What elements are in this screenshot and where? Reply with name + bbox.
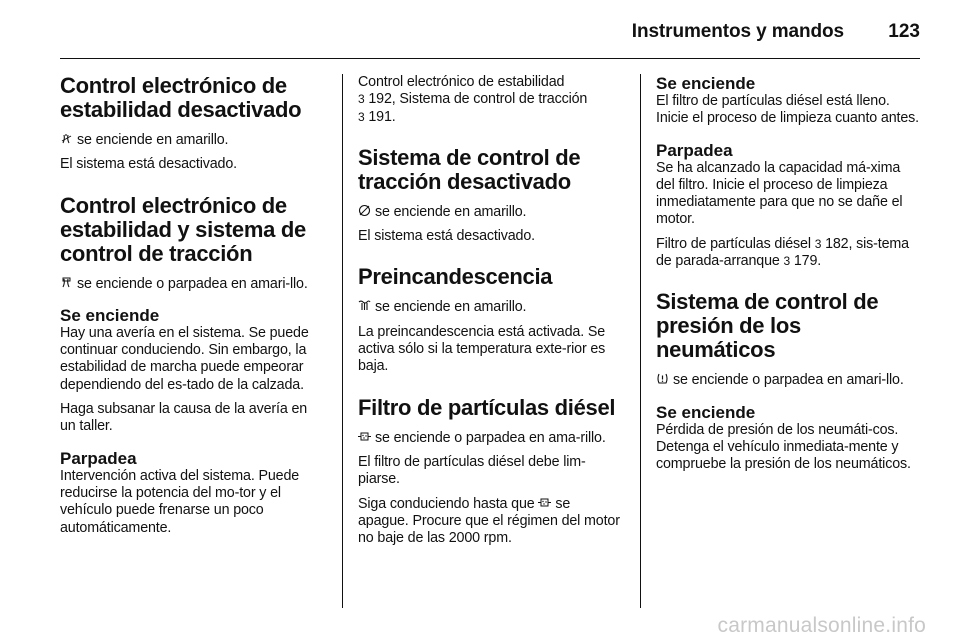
esc-on-action: Haga subsanar la causa de la avería en un taller. <box>60 401 308 435</box>
column-3 <box>656 74 922 481</box>
page-reference-arrow-icon: 3 <box>783 254 791 269</box>
column-1 <box>60 74 326 544</box>
heading-tc-off: Sistema de control de tracción desactivado <box>358 144 581 194</box>
dpf-flash-desc: Se ha alcanzado la capacidad má-xima del filtro. Inicie el proceso de limpieza inmediatamente para que no se dañe el motor. <box>656 159 903 228</box>
column-divider-2 <box>640 74 641 608</box>
heading-tpms: Sistema de control de presión de los neumáticos <box>656 289 879 363</box>
particle-filter-icon <box>538 496 551 509</box>
heading-esc-tc: Control electrónico de estabilidad y sistema de control de tracción <box>60 192 306 266</box>
preheat-desc: La preincandescencia está activada. Se activa sólo si la temperatura exte-rior es baja. <box>358 323 606 375</box>
esc-tc-status: se enciende o parpadea en amari-llo. <box>60 276 326 293</box>
tire-pressure-icon <box>656 372 669 385</box>
dpf-status: se enciende o parpadea en ama-rillo. <box>358 430 624 447</box>
page-reference-arrow-icon: 3 <box>814 236 822 251</box>
dpf-on-desc: El filtro de partículas diésel está lleno. Inicie el proceso de limpieza cuanto antes. <box>656 93 919 127</box>
tc-off-icon <box>358 204 371 217</box>
dpf-desc: El filtro de partículas diésel debe lim-piarse. <box>358 453 586 488</box>
heading-dpf: Filtro de partículas diésel <box>358 394 616 420</box>
page-reference-arrow-icon: 3 <box>358 92 365 107</box>
page-header <box>60 0 920 59</box>
heading-esc-off: Control electrónico de estabilidad desactivado <box>60 73 302 122</box>
tc-off-desc: El sistema está desactivado. <box>358 228 535 245</box>
tpms-status: se enciende o parpadea en amari-llo. <box>656 372 922 389</box>
subheading-tpms-on: Se enciende <box>656 402 756 422</box>
cross-reference: Control electrónico de estabilidad 3 192, Sistema de control de tracción 3 191. <box>358 74 588 125</box>
column-divider-1 <box>342 74 343 608</box>
tc-off-status: se enciende en amarillo. <box>358 204 624 221</box>
preheat-status: se enciende en amarillo. <box>358 299 624 316</box>
esc-on-desc: Hay una avería en el sistema. Se puede continuar conduciendo. Sin embargo, la estabilidad de marcha puede empeorar dependiendo del es-tado de la calzada. <box>60 324 309 393</box>
subheading-dpf-on: Se enciende <box>656 74 756 93</box>
esc-flash-desc: Intervención activa del sistema. Puede reducirse la potencia del mo-tor y el vehículo puede frenarse un poco automáticamente. <box>60 467 300 536</box>
column-2 <box>358 74 624 554</box>
subheading-dpf-flash: Parpadea <box>656 140 733 160</box>
esc-off-icon <box>60 132 73 145</box>
esc-off-status: se enciende en amarillo. <box>60 132 326 149</box>
tpms-on-desc: Pérdida de presión de los neumáti-cos. Detenga el vehículo inmediata-mente y compruebe la presión de los neumáticos. <box>656 421 911 473</box>
watermark: carmanualsonline.info <box>717 614 926 637</box>
dpf-instruction: Siga conduciendo hasta que se apague. Procure que el régimen del motor no baje de las 2000 rpm. <box>358 495 620 547</box>
page-reference-arrow-icon: 3 <box>358 109 365 124</box>
esc-off-desc: El sistema está desactivado. <box>60 156 237 173</box>
heading-preheat: Preincandescencia <box>358 264 553 290</box>
glow-plug-icon <box>358 299 371 312</box>
dpf-cross-reference: Filtro de partículas diésel 3 182, sis-tema de parada-arranque 3 179. <box>656 235 909 270</box>
subheading-esc-flash: Parpadea <box>60 448 137 468</box>
esc-tc-icon <box>60 276 73 289</box>
page-number: 123 <box>888 21 920 42</box>
subheading-esc-on: Se enciende <box>60 305 160 325</box>
particle-filter-icon <box>358 430 371 443</box>
page-section-title: Instrumentos y mandos <box>631 21 844 42</box>
